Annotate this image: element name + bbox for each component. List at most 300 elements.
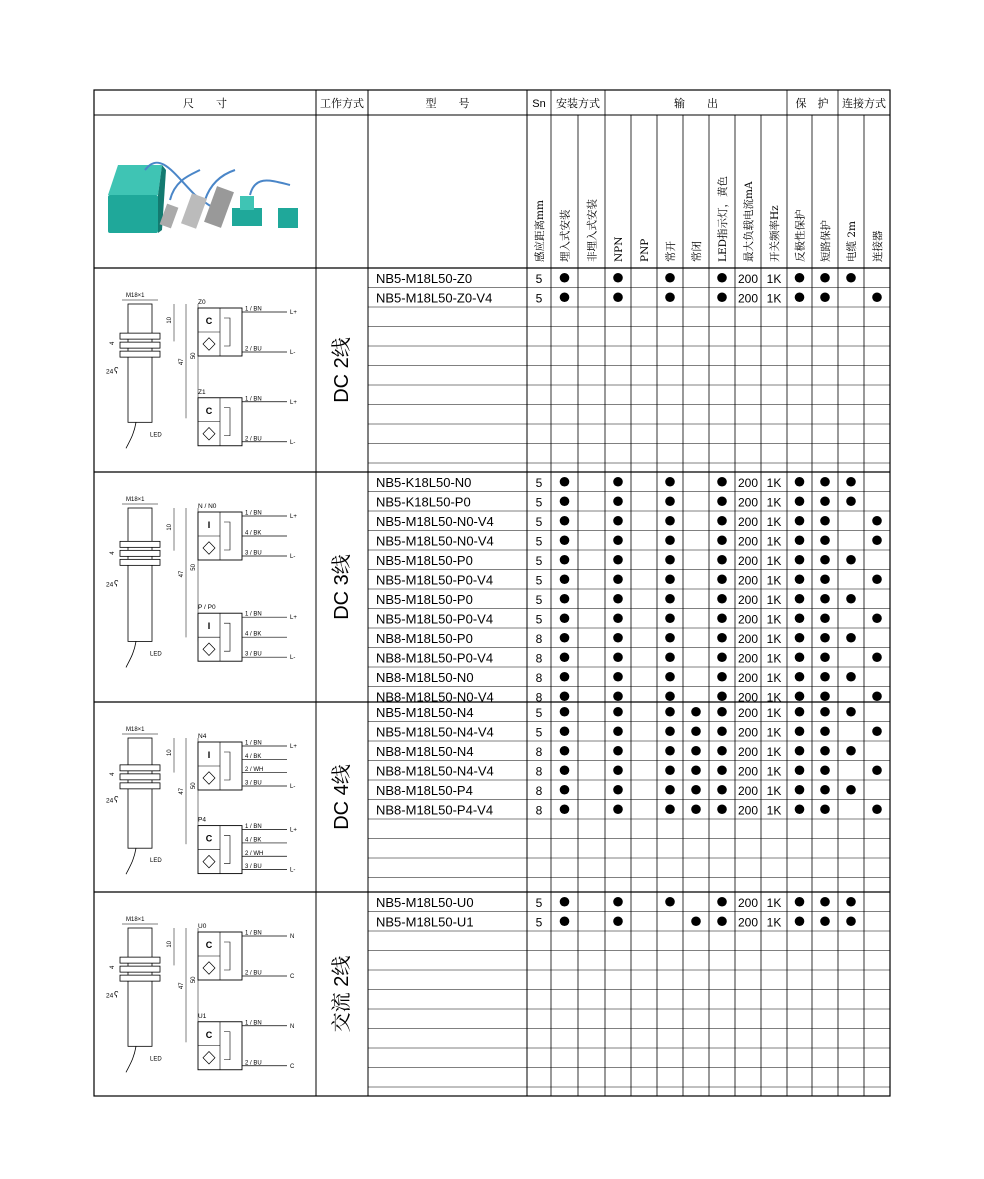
sensor-nut <box>120 333 160 339</box>
bracket-sensor-top <box>240 196 254 210</box>
feature-dot <box>691 916 701 926</box>
max-current: 200 <box>737 783 759 798</box>
feature-dot <box>820 292 830 302</box>
wrench-icon: ʕ <box>114 365 119 376</box>
terminal-label: L+ <box>290 399 297 406</box>
bracket-sensor <box>232 208 262 226</box>
feature-dot <box>560 804 570 814</box>
max-current: 200 <box>737 291 759 306</box>
sub-column-header: NPN <box>613 236 625 262</box>
sensor-nut <box>120 550 160 556</box>
model-number: NB5-M18L50-N0-V4 <box>376 533 494 549</box>
terminal-label: L- <box>290 784 296 790</box>
sensing-distance: 5 <box>535 553 543 568</box>
feature-dot <box>717 746 727 756</box>
switch-frequency: 1K <box>766 670 782 685</box>
sensor-nut <box>120 783 160 789</box>
sensing-distance: 5 <box>535 534 543 549</box>
circuit-symbol: C <box>205 940 213 950</box>
wire-label: 3 / BU <box>245 780 262 787</box>
feature-dot <box>717 804 727 814</box>
wire-label: 2 / BU <box>245 436 262 443</box>
feature-dot <box>665 594 675 604</box>
sensing-distance: 5 <box>535 475 543 490</box>
switch-frequency: 1K <box>766 271 782 286</box>
model-number: NB8-M18L50-N4-V4 <box>376 763 494 779</box>
dim-label: 10 <box>167 316 173 324</box>
feature-dot <box>872 726 882 736</box>
switch-frequency: 1K <box>766 514 782 529</box>
feature-dot <box>717 535 727 545</box>
feature-dot <box>560 594 570 604</box>
feature-dot <box>691 785 701 795</box>
max-current: 200 <box>737 612 759 627</box>
wire-label: 1 / BN <box>245 396 262 403</box>
sensing-distance: 5 <box>535 612 543 627</box>
model-number: NB8-M18L50-P4-V4 <box>376 802 494 818</box>
feature-dot <box>613 897 623 907</box>
output-header: 输 出 <box>674 97 718 110</box>
feature-dot <box>613 726 623 736</box>
max-current: 200 <box>737 573 759 588</box>
feature-dot <box>717 496 727 506</box>
feature-dot <box>717 916 727 926</box>
circuit-title: U0 <box>198 923 207 930</box>
feature-dot <box>717 707 727 717</box>
max-current: 200 <box>737 475 759 490</box>
wire-label: 4 / BK <box>245 753 262 760</box>
terminal-label: L- <box>290 867 296 874</box>
feature-dot <box>665 785 675 795</box>
feature-dot <box>717 594 727 604</box>
feature-dot <box>717 574 727 584</box>
circuit-symbol: I <box>207 621 211 632</box>
sensing-distance: 5 <box>535 915 543 930</box>
feature-dot <box>613 594 623 604</box>
sensing-distance: 8 <box>535 631 543 646</box>
sensor-nut <box>120 765 160 771</box>
model-number: NB5-M18L50-P0 <box>376 591 473 607</box>
feature-dot <box>717 652 727 662</box>
feature-dot <box>613 535 623 545</box>
switch-frequency: 1K <box>766 573 782 588</box>
model-number: NB5-M18L50-N0-V4 <box>376 513 494 529</box>
max-current: 200 <box>737 670 759 685</box>
dim-label: 50 <box>191 564 197 571</box>
wire-label: 1 / BN <box>245 930 262 937</box>
feature-dot <box>872 535 882 545</box>
sensing-distance: 8 <box>535 651 543 666</box>
wire-label: 4 / BK <box>245 530 262 537</box>
feature-dot <box>820 785 830 795</box>
switch-frequency: 1K <box>766 553 782 568</box>
feature-dot <box>665 535 675 545</box>
dim-label: 4 <box>110 341 116 345</box>
switch-frequency: 1K <box>766 783 782 798</box>
feature-dot <box>691 746 701 756</box>
thread-label: M18×1 <box>126 497 145 503</box>
feature-dot <box>665 633 675 643</box>
sensing-distance: 8 <box>535 764 543 779</box>
feature-dot <box>820 496 830 506</box>
feature-dot <box>560 292 570 302</box>
sub-column-header: LED指示灯，黄色 <box>717 175 729 262</box>
max-current: 200 <box>737 631 759 646</box>
feature-dot <box>820 726 830 736</box>
work-mode-header: 工作方式 <box>320 97 364 110</box>
feature-dot <box>795 555 805 565</box>
sensor-nut <box>120 541 160 547</box>
feature-dot <box>613 672 623 682</box>
sub-column-header: 短路保护 <box>820 220 832 262</box>
feature-dot <box>560 574 570 584</box>
wire-label: 1 / BN <box>245 510 262 517</box>
switch-frequency: 1K <box>766 744 782 759</box>
feature-dot <box>795 633 805 643</box>
feature-dot <box>613 916 623 926</box>
feature-dot <box>795 516 805 526</box>
feature-dot <box>560 765 570 775</box>
wire-label: 1 / BN <box>245 611 262 618</box>
dim-label: 10 <box>167 749 173 757</box>
feature-dot <box>846 496 856 506</box>
terminal-label: L- <box>290 350 296 356</box>
sensor-nut <box>120 559 160 565</box>
feature-dot <box>613 633 623 643</box>
sensor-outline <box>128 738 152 848</box>
switch-frequency: 1K <box>766 612 782 627</box>
feature-dot <box>846 633 856 643</box>
feature-dot <box>613 477 623 487</box>
switch-frequency: 1K <box>766 291 782 306</box>
feature-dot <box>820 273 830 283</box>
feature-dot <box>795 613 805 623</box>
model-number: NB8-M18L50-P0 <box>376 630 473 646</box>
feature-dot <box>795 785 805 795</box>
feature-dot <box>665 672 675 682</box>
feature-dot <box>820 707 830 717</box>
led-label: LED <box>150 432 162 439</box>
feature-dot <box>717 785 727 795</box>
sub-column-header: 常闭 <box>691 241 703 262</box>
feature-dot <box>846 273 856 283</box>
dim-label: 24 <box>106 581 114 589</box>
feature-dot <box>665 691 675 701</box>
feature-dot <box>665 516 675 526</box>
size-header: 尺 寸 <box>183 97 227 110</box>
model-number: NB5-K18L50-P0 <box>376 494 471 510</box>
max-current: 200 <box>737 725 759 740</box>
model-number: NB5-M18L50-P0-V4 <box>376 611 494 627</box>
model-number: NB5-M18L50-N4 <box>376 704 474 720</box>
thread-label: M18×1 <box>126 293 145 299</box>
sub-column-header: 连接器 <box>872 230 884 262</box>
feature-dot <box>665 477 675 487</box>
feature-dot <box>717 897 727 907</box>
feature-dot <box>560 555 570 565</box>
feature-dot <box>560 496 570 506</box>
circuit-symbol: C <box>205 1029 213 1040</box>
feature-dot <box>795 594 805 604</box>
feature-dot <box>846 746 856 756</box>
wire-label: 2 / WH <box>245 850 264 857</box>
feature-dot <box>795 574 805 584</box>
protection-header: 保 护 <box>795 97 829 110</box>
sensor-cable <box>126 422 136 448</box>
sensor-block-top <box>108 165 162 195</box>
sensor-outline <box>128 304 152 422</box>
feature-dot <box>872 292 882 302</box>
model-number: NB8-M18L50-P0-V4 <box>376 650 494 666</box>
circuit-symbol: I <box>207 750 211 760</box>
wrench-icon: ʕ <box>114 794 119 805</box>
cube-sensor <box>278 208 298 228</box>
wire-label: 1 / BN <box>245 306 262 313</box>
feature-dot <box>820 916 830 926</box>
max-current: 200 <box>737 803 759 818</box>
model-number: NB8-M18L50-N4 <box>376 743 474 759</box>
feature-dot <box>665 707 675 717</box>
terminal-label: L+ <box>290 744 297 750</box>
feature-dot <box>665 555 675 565</box>
feature-dot <box>717 477 727 487</box>
switch-frequency: 1K <box>766 592 782 607</box>
feature-dot <box>560 672 570 682</box>
wire-label: 4 / BK <box>245 631 262 638</box>
feature-dot <box>613 496 623 506</box>
feature-dot <box>795 897 805 907</box>
feature-dot <box>665 273 675 283</box>
work-mode-label: DC 2线 <box>331 337 353 403</box>
feature-dot <box>846 707 856 717</box>
feature-dot <box>872 804 882 814</box>
feature-dot <box>691 726 701 736</box>
circuit-symbol: C <box>205 316 213 326</box>
feature-dot <box>820 897 830 907</box>
switch-frequency: 1K <box>766 651 782 666</box>
thread-label: M18×1 <box>126 917 145 923</box>
wire-label: 2 / BU <box>245 346 262 353</box>
work-mode-label: 交流 2线 <box>331 955 353 1033</box>
feature-dot <box>795 765 805 775</box>
feature-dot <box>560 897 570 907</box>
feature-dot <box>717 765 727 775</box>
circuit-title: N / N0 <box>198 503 217 510</box>
switch-frequency: 1K <box>766 803 782 818</box>
sensor-cable <box>126 1046 136 1072</box>
feature-dot <box>795 652 805 662</box>
feature-dot <box>665 804 675 814</box>
led-label: LED <box>150 858 162 865</box>
feature-dot <box>665 574 675 584</box>
wrench-icon: ʕ <box>114 989 119 1000</box>
wire-label: 2 / WH <box>245 767 264 774</box>
feature-dot <box>820 672 830 682</box>
max-current: 200 <box>737 553 759 568</box>
sensing-distance: 5 <box>535 895 543 910</box>
connection-header: 连接方式 <box>842 97 886 110</box>
cylinder-sensor-medium <box>181 193 207 229</box>
feature-dot <box>613 613 623 623</box>
switch-frequency: 1K <box>766 764 782 779</box>
feature-dot <box>691 804 701 814</box>
work-mode-label: DC 3线 <box>331 554 353 620</box>
max-current: 200 <box>737 895 759 910</box>
dim-label: 50 <box>191 782 197 790</box>
feature-dot <box>560 707 570 717</box>
circuit-symbol: C <box>205 833 213 844</box>
switch-frequency: 1K <box>766 725 782 740</box>
feature-dot <box>820 652 830 662</box>
model-header: 型 号 <box>425 97 470 110</box>
switch-frequency: 1K <box>766 631 782 646</box>
switch-frequency: 1K <box>766 475 782 490</box>
sensing-distance: 8 <box>535 783 543 798</box>
feature-dot <box>820 555 830 565</box>
led-label: LED <box>150 1056 162 1063</box>
terminal-label: L- <box>290 554 296 560</box>
mount-header: 安装方式 <box>556 97 600 110</box>
circuit-title: N4 <box>198 733 207 740</box>
feature-dot <box>613 516 623 526</box>
table-body <box>376 271 882 930</box>
wire-label: 3 / BU <box>245 864 262 871</box>
wire-label: 3 / BU <box>245 651 262 658</box>
max-current: 200 <box>737 690 759 705</box>
sub-column-header: 开关频率Hz <box>769 205 781 262</box>
feature-dot <box>665 652 675 662</box>
wire-label: 2 / BU <box>245 1060 262 1067</box>
feature-dot <box>613 785 623 795</box>
wire-label: 4 / BK <box>245 837 262 844</box>
feature-dot <box>820 691 830 701</box>
feature-dot <box>820 594 830 604</box>
feature-dot <box>872 516 882 526</box>
feature-dot <box>820 516 830 526</box>
feature-dot <box>613 707 623 717</box>
feature-dot <box>795 691 805 701</box>
feature-dot <box>665 496 675 506</box>
terminal-label: L+ <box>290 514 297 520</box>
model-number: NB5-M18L50-Z0-V4 <box>376 290 493 306</box>
dim-label: 24 <box>106 368 114 376</box>
dim-label: 4 <box>110 772 116 776</box>
max-current: 200 <box>737 495 759 510</box>
terminal-label: L+ <box>290 310 297 316</box>
feature-dot <box>665 292 675 302</box>
wire-label: 1 / BN <box>245 740 262 747</box>
sub-column-header: 感应距离mm <box>534 200 546 262</box>
feature-dot <box>560 535 570 545</box>
feature-dot <box>560 785 570 795</box>
feature-dot <box>872 765 882 775</box>
dim-label: 47 <box>179 570 185 578</box>
feature-dot <box>846 594 856 604</box>
feature-dot <box>613 804 623 814</box>
sub-column-header: 反极性保护 <box>794 209 807 262</box>
feature-dot <box>795 535 805 545</box>
dim-label: 50 <box>191 976 197 984</box>
max-current: 200 <box>737 271 759 286</box>
sensing-distance: 8 <box>535 803 543 818</box>
circuit-title: Z1 <box>198 388 206 396</box>
feature-dot <box>795 746 805 756</box>
sensing-distance: 8 <box>535 744 543 759</box>
sensing-distance: 5 <box>535 495 543 510</box>
switch-frequency: 1K <box>766 915 782 930</box>
sub-column-header: 电缆 2m <box>846 221 858 262</box>
feature-dot <box>795 496 805 506</box>
sensing-distance: 5 <box>535 592 543 607</box>
feature-dot <box>820 765 830 775</box>
max-current: 200 <box>737 651 759 666</box>
feature-dot <box>846 555 856 565</box>
feature-dot <box>846 672 856 682</box>
model-number: NB5-M18L50-N4-V4 <box>376 724 494 740</box>
feature-dot <box>717 292 727 302</box>
feature-dot <box>795 707 805 717</box>
sensor-nut <box>120 774 160 780</box>
feature-dot <box>613 691 623 701</box>
feature-dot <box>820 746 830 756</box>
model-number: NB5-M18L50-Z0 <box>376 270 473 286</box>
switch-frequency: 1K <box>766 495 782 510</box>
sensor-nut <box>120 966 160 972</box>
sensor-cable <box>126 848 136 874</box>
feature-dot <box>560 613 570 623</box>
feature-dot <box>560 273 570 283</box>
feature-dot <box>665 765 675 775</box>
feature-dot <box>691 707 701 717</box>
feature-dot <box>717 613 727 623</box>
circuit-title: P4 <box>198 816 206 824</box>
circuit-title: Z0 <box>198 299 206 306</box>
sensing-distance: 8 <box>535 690 543 705</box>
thread-label: M18×1 <box>126 727 145 733</box>
feature-dot <box>820 535 830 545</box>
dim-label: 24 <box>106 797 114 805</box>
feature-dot <box>846 785 856 795</box>
feature-dot <box>872 613 882 623</box>
circuit-symbol: I <box>207 520 211 530</box>
wire-label: 1 / BN <box>245 824 262 831</box>
terminal-label: N <box>290 1023 295 1030</box>
dim-label: 47 <box>179 787 185 795</box>
feature-dot <box>717 516 727 526</box>
dim-label: 4 <box>110 965 116 969</box>
max-current: 200 <box>737 764 759 779</box>
model-number: NB8-M18L50-N0-V4 <box>376 689 494 705</box>
feature-dot <box>795 916 805 926</box>
max-current: 200 <box>737 705 759 720</box>
feature-dot <box>820 477 830 487</box>
feature-dot <box>872 691 882 701</box>
feature-dot <box>691 765 701 775</box>
sensor-cable <box>126 641 136 667</box>
sensing-distance: 8 <box>535 670 543 685</box>
sensor-block-body <box>108 195 158 233</box>
terminal-label: N <box>290 934 295 940</box>
table-header <box>183 96 886 262</box>
feature-dot <box>560 726 570 736</box>
sensor-outline <box>128 508 152 641</box>
circuit-symbol: C <box>205 405 213 416</box>
sensor-nut <box>120 975 160 981</box>
feature-dot <box>795 672 805 682</box>
feature-dot <box>846 477 856 487</box>
feature-dot <box>560 652 570 662</box>
dim-label: 47 <box>179 982 185 990</box>
